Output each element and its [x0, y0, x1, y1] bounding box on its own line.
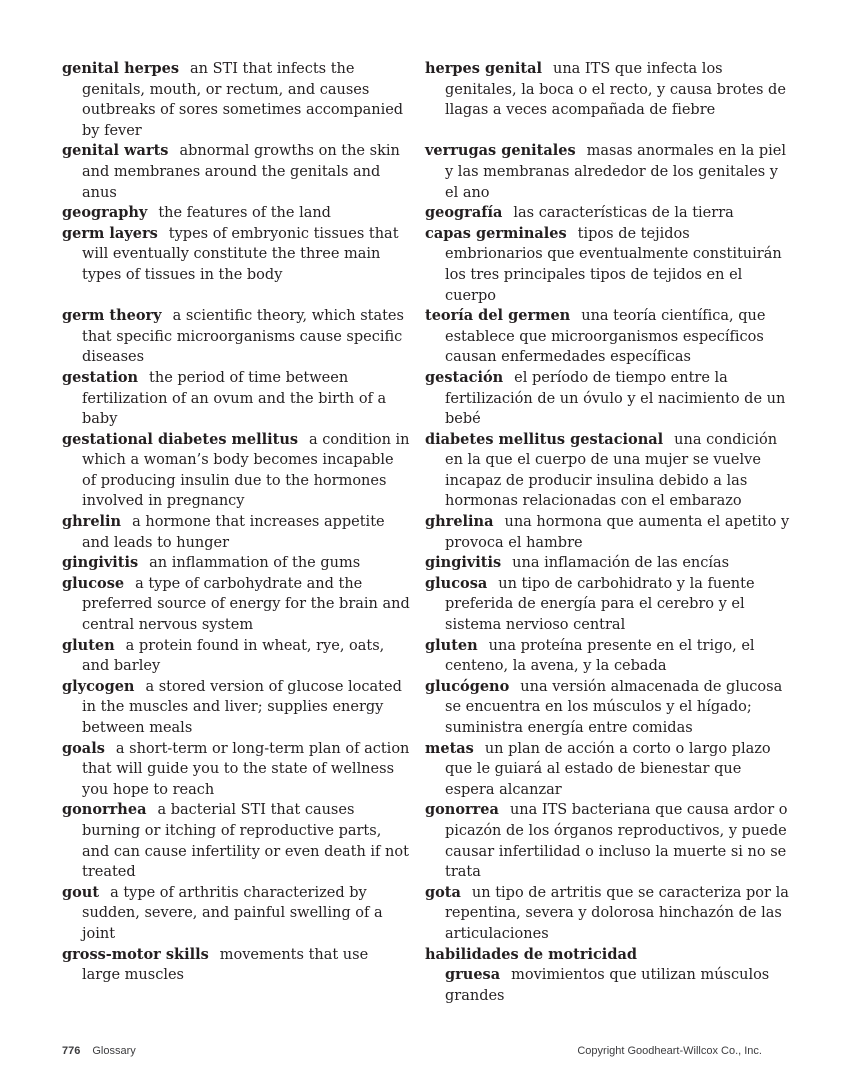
- glossary-definition-es: una ITS bacteriana que causa ardor o picazón de los órganos reproductivos, y puede causar infertilidad o incluso la muerte si no se trata: [445, 802, 788, 881]
- glossary-term-es: habilidades de motricidad gruesa: [425, 945, 637, 984]
- glossary-definition-en: types of embryonic tissues that will eventually constitute the three main types of tissues in the body: [82, 225, 399, 283]
- glossary-term-es: metas: [425, 739, 474, 757]
- glossary-entry-es: [425, 636, 791, 677]
- page-footer: [62, 1045, 762, 1057]
- glossary-row: [62, 574, 791, 636]
- glossary-entry-es: [425, 739, 791, 801]
- glossary-term-es: ghrelina: [425, 513, 494, 531]
- page-number: 776: [62, 1045, 81, 1057]
- glossary-entry-es: [425, 368, 791, 430]
- glossary-entry-en: [62, 945, 410, 1007]
- glossary-term-es: gonorrea: [425, 801, 499, 819]
- glossary-entry-es: [425, 677, 791, 739]
- footer-left: [62, 1045, 136, 1057]
- glossary-term-en: gross-motor skills: [62, 945, 209, 963]
- glossary-definition-en: an STI that infects the genitals, mouth, or rectum, and causes outbreaks of sores sometimes accompanied by fever: [82, 61, 404, 139]
- glossary-term-en: gonorrhea: [62, 801, 147, 819]
- glossary-definition-es: tipos de tejidos embrionarios que eventualmente constituirán los tres principales tipos de tejidos en el cuerpo: [445, 225, 782, 304]
- glossary-entry-en: [62, 368, 410, 430]
- glossary-term-en: gingivitis: [62, 554, 139, 572]
- glossary-entry-en: [62, 430, 410, 512]
- glossary-entry-en: [62, 512, 410, 553]
- glossary-entry-es: [425, 574, 791, 636]
- glossary-entry-en: [62, 677, 410, 739]
- glossary-row: [62, 883, 791, 945]
- glossary-entry-en: [62, 739, 410, 801]
- glossary-entry-en: [62, 224, 410, 306]
- glossary-term-es: gestación: [425, 368, 504, 386]
- glossary-definition-es: movimientos que utilizan músculos grandes: [445, 967, 770, 1004]
- glossary-term-es: gota: [425, 883, 461, 901]
- glossary-term-es: gluten: [425, 636, 478, 654]
- glossary-term-en: glycogen: [62, 677, 135, 695]
- glossary-row: [62, 141, 791, 203]
- glossary-row: [62, 203, 791, 224]
- glossary-term-es: glucógeno: [425, 677, 510, 695]
- glossary-row: [62, 59, 791, 141]
- glossary-definition-es: un plan de acción a corto o largo plazo que le guiará al estado de bienestar que espera alcanzar: [445, 740, 771, 798]
- glossary-entry-es: [425, 141, 791, 203]
- glossary-term-es: gingivitis: [425, 554, 502, 572]
- glossary-entry-es: [425, 306, 791, 368]
- glossary-term-en: gestational diabetes mellitus: [62, 430, 299, 448]
- glossary-entry-es: [425, 945, 791, 1007]
- glossary-definition-en: the features of the land: [158, 205, 331, 222]
- glossary-definition-es: una versión almacenada de glucosa se encuentra en los músculos y el hígado; suministra energía entre comidas: [445, 678, 783, 736]
- glossary-term-es: herpes genital: [425, 60, 542, 77]
- glossary-entry-en: [62, 574, 410, 636]
- glossary-row: [62, 800, 791, 882]
- glossary-definition-en: a stored version of glucose located in the muscles and liver; supplies energy between meals: [82, 678, 402, 736]
- glossary-definition-es: una ITS que infecta los genitales, la boca o el recto, y causa brotes de llagas a veces acompañada de fiebre: [445, 61, 786, 119]
- footer-section-label: Glossary: [92, 1045, 136, 1057]
- glossary-definition-en: a condition in which a woman’s body becomes incapable of producing insulin due to the hormones involved in pregnancy: [82, 431, 410, 510]
- glossary-definition-es: las características de la tierra: [513, 205, 734, 222]
- glossary-term-en: geography: [62, 204, 148, 222]
- glossary-entry-es: [425, 553, 791, 574]
- glossary-definition-en: abnormal growths on the skin and membranes around the genitals and anus: [82, 143, 400, 201]
- glossary-entry-es: [425, 430, 791, 512]
- glossary-definition-en: a short-term or long-term plan of action that will guide you to the state of wellness you hope to reach: [82, 740, 410, 798]
- glossary-definition-en: the period of time between fertilization of an ovum and the birth of a baby: [82, 369, 387, 428]
- glossary-entry-en: [62, 883, 410, 945]
- glossary-definition-en: movements that use large muscles: [82, 946, 369, 984]
- glossary-entry-es: [425, 512, 791, 553]
- glossary-row: [62, 224, 791, 306]
- glossary-entry-es: [425, 800, 791, 882]
- glossary-entry-en: [62, 306, 410, 368]
- glossary-term-en: germ theory: [62, 307, 162, 325]
- glossary-definition-es: una proteína presente en el trigo, el centeno, la avena, y la cebada: [445, 637, 755, 675]
- glossary-row: [62, 636, 791, 677]
- footer-copyright: Copyright Goodheart-Willcox Co., Inc.: [577, 1045, 762, 1057]
- glossary-definition-es: una hormona que aumenta el apetito y provoca el hambre: [445, 514, 790, 551]
- glossary-row: [62, 430, 791, 512]
- glossary-definition-es: una condición en la que el cuerpo de una mujer se vuelve incapaz de producir insulina debido a las hormonas relacionadas con el embarazo: [445, 431, 778, 510]
- glossary-term-en: genital warts: [62, 142, 169, 160]
- glossary-entry-en: [62, 553, 410, 574]
- glossary-row: [62, 512, 791, 553]
- glossary-term-en: ghrelin: [62, 513, 122, 531]
- glossary-definition-en: a hormone that increases appetite and leads to hunger: [82, 514, 385, 551]
- glossary-term-es: verrugas genitales: [425, 142, 576, 160]
- glossary-term-en: gout: [62, 883, 100, 901]
- glossary-entry-es: [425, 224, 791, 306]
- glossary-term-en: glucose: [62, 574, 125, 592]
- glossary-entry-en: [62, 800, 410, 882]
- glossary-definition-es: el período de tiempo entre la fertilización de un óvulo y el nacimiento de un bebé: [445, 369, 786, 428]
- glossary-definition-en: a bacterial STI that causes burning or itching of reproductive parts, and can cause infertility or even death if not treated: [82, 802, 409, 881]
- glossary-row: [62, 677, 791, 739]
- glossary-rows: [62, 59, 791, 1006]
- glossary-term-es: geografía: [425, 204, 503, 222]
- glossary-term-en: goals: [62, 739, 105, 757]
- glossary-term-es: teoría del germen: [425, 307, 571, 325]
- glossary-definition-en: a protein found in wheat, rye, oats, and barley: [82, 637, 385, 675]
- glossary-entry-es: [425, 883, 791, 945]
- glossary-definition-en: a type of carbohydrate and the preferred source of energy for the brain and central nervous system: [82, 575, 410, 634]
- glossary-row: [62, 739, 791, 801]
- glossary-term-en: gestation: [62, 368, 139, 386]
- glossary-term-es: glucosa: [425, 574, 488, 592]
- glossary-term-en: genital herpes: [62, 60, 179, 77]
- glossary-entry-en: [62, 636, 410, 677]
- glossary-definition-es: una inflamación de las encías: [512, 555, 730, 572]
- glossary-row: [62, 553, 791, 574]
- glossary-definition-es: masas anormales en la piel y las membranas alrededor de los genitales y el ano: [445, 143, 787, 201]
- glossary-row: [62, 945, 791, 1007]
- glossary-term-en: gluten: [62, 636, 115, 654]
- glossary-definition-es: un tipo de artritis que se caracteriza por la repentina, severa y dolorosa hinchazón de las articulaciones: [445, 884, 789, 942]
- glossary-row: [62, 306, 791, 368]
- glossary-definition-en: a scientific theory, which states that specific microorganisms cause specific diseases: [82, 308, 404, 366]
- glossary-entry-es: [425, 59, 791, 141]
- glossary-definition-en: an inflammation of the gums: [149, 555, 361, 572]
- glossary-definition-es: una teoría científica, que establece que microorganismos específicos causan enfermedades específicas: [445, 308, 766, 366]
- glossary-entry-en: [62, 59, 410, 141]
- glossary-definition-en: a type of arthritis characterized by sudden, severe, and painful swelling of a joint: [82, 884, 383, 942]
- glossary-term-en: germ layers: [62, 224, 158, 242]
- glossary-entry-en: [62, 203, 410, 224]
- glossary-term-es: capas germinales: [425, 224, 567, 242]
- glossary-entry-en: [62, 141, 410, 203]
- glossary-row: [62, 368, 791, 430]
- glossary-term-es: diabetes mellitus gestacional: [425, 430, 664, 448]
- glossary-definition-es: un tipo de carbohidrato y la fuente preferida de energía para el cerebro y el sistema nervioso central: [445, 575, 755, 634]
- glossary-entry-es: [425, 203, 791, 224]
